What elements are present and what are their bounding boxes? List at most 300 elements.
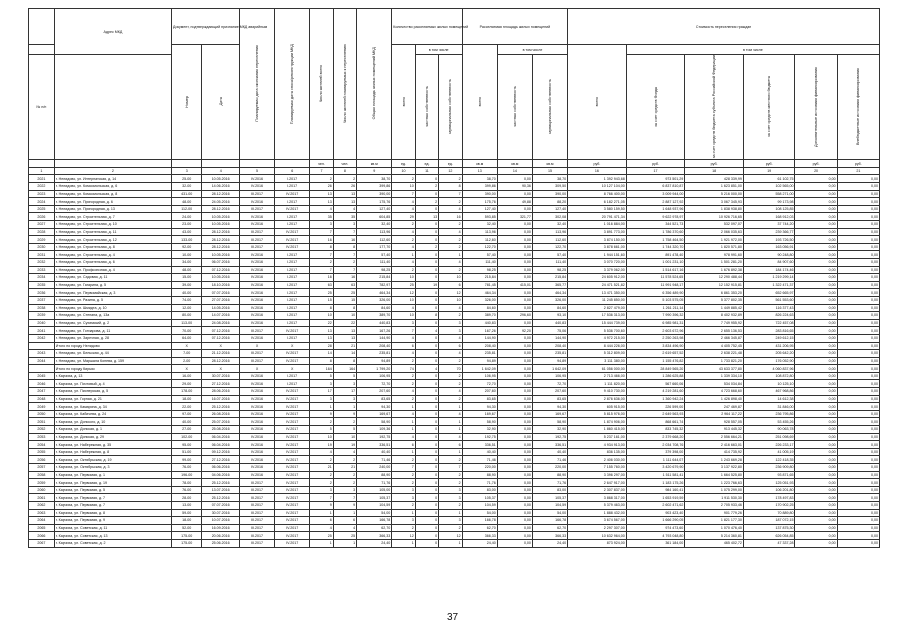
table-cell: IV.2016 [239,448,274,456]
table-cell: 71,76 [357,479,392,487]
table-row [29,213,880,221]
table-cell: 97-00 [171,410,201,418]
table-cell: 4 [333,205,356,213]
table-cell: 4 [310,205,333,213]
table-row [29,365,880,373]
table-cell: 4 [392,433,415,441]
table-cell: 169,67 [532,410,567,418]
table-cell: 226 599,00 [626,403,685,411]
table-cell: 40-00 [171,289,201,297]
table-cell: 2 [333,471,356,479]
table-cell: 19 [415,281,438,289]
header-num-label: № п/п [29,55,55,160]
table-cell: 14.07.2016 [202,312,240,320]
table-cell: 2 [392,479,415,487]
table-cell: 18-00 [171,395,201,403]
table-cell: 116 377,43 [743,304,795,312]
table-cell: 104,59 [532,501,567,509]
header-cost-incl: в том числе [626,45,879,55]
table-cell: 61 102,75 [743,175,795,183]
table-cell: 2060 [29,486,55,494]
table-cell: 0 [415,380,438,388]
table-cell: 12 [392,532,415,540]
table-cell: 10 [333,433,356,441]
column-number: 17 [626,167,685,175]
header-cost-total: всего [568,45,627,160]
table-cell: IV.2017 [275,524,310,532]
table-cell: 2 [415,183,438,191]
table-cell: 3 [310,486,333,494]
table-cell: 2 [310,456,333,464]
table-cell: 1 664 525,80 [685,471,744,479]
table-cell: 94,30 [462,403,497,411]
table-cell: III.2017 [239,228,274,236]
table-cell: 7 [310,266,333,274]
column-number: 2 [54,167,171,175]
header-cost-extra: Дополнительные источники финансирования [795,55,837,160]
table-cell: 2 [392,175,415,183]
table-cell: 6 [392,342,415,350]
table-cell: 2059 [29,479,55,487]
table-cell: г. Карчиха, ул. Первомая, д. 7 [54,494,171,502]
table-cell: I.2017 [275,251,310,259]
table-cell: 48-00 [171,266,201,274]
column-number: 5 [239,167,274,175]
table-cell: 72,70 [532,380,567,388]
column-number: 11 [415,167,438,175]
table-cell: 7 990 396,32 [626,312,685,320]
table-cell: г. Карчиха, ул. Почтовый, д. 4 [54,380,171,388]
table-cell: 2040 [29,319,55,327]
unit-kvm: кв.м [357,160,392,168]
table-cell: 0,00 [795,403,837,411]
unit-rub: руб. [685,160,744,168]
table-cell: 164 [333,365,356,373]
table-cell: 94,89 [532,357,567,365]
table-cell: 2-00 [171,357,201,365]
table-cell: IV.2016 [239,418,274,426]
table-cell: 0 [415,494,438,502]
table-cell: 27.07.2016 [202,296,240,304]
table-cell: 0,00 [795,479,837,487]
table-cell: 390,00 [462,190,497,198]
column-number: 9 [357,167,392,175]
table-cell: 3 [333,395,356,403]
table-row [29,357,880,365]
table-cell: 164 [310,365,333,373]
table-cell: 61 056 000,00 [568,365,627,373]
table-row [29,190,880,198]
table-cell: 0,00 [837,494,879,502]
table-row [29,205,880,213]
table-cell: 0,00 [795,266,837,274]
table-cell: 04.06.2016 [202,471,240,479]
table-cell: 10.05.2016 [202,274,240,282]
table-cell: 0,00 [795,517,837,525]
table-cell: 2044 [29,357,55,365]
table-cell: 0 [415,532,438,540]
table-cell: 2027 [29,221,55,229]
table-cell: 113,96 [462,228,497,236]
table-cell: 53 455,26 [743,418,795,426]
table-cell: 193 726,50 [743,236,795,244]
table-row [29,319,880,327]
table-cell: 0,00 [837,198,879,206]
table-cell [29,365,55,373]
table-cell: IV.2016 [239,198,274,206]
table-cell: 2064 [29,517,55,525]
table-cell: 84 907,60 [743,258,795,266]
table-cell: 3 [392,517,415,525]
table-cell: 0,00 [837,228,879,236]
table-row [29,448,880,456]
table-cell: 58,90 [357,418,392,426]
header-cost-budget-mest: за счет средств местного бюджета [743,55,795,160]
table-cell: IV.2016 [239,433,274,441]
table-cell: 90 063,78 [743,426,795,434]
table-cell: 4 [392,228,415,236]
table-cell: г. Нелидово, ул. Строительная, д. 12 [54,236,171,244]
table-cell: г. Карчиха, ул. Советская, д. 2 [54,539,171,547]
table-cell: 90 248,80 [743,251,795,259]
table-cell: 379 398,00 [626,448,685,456]
table-cell: 1 676 892,38 [685,266,744,274]
table-cell: 0,00 [837,441,879,449]
table-cell: 57,40 [357,251,392,259]
table-cell: 2 [439,312,462,320]
table-cell: 1 642,09 [462,365,497,373]
table-cell: 13 [415,213,438,221]
table-cell: 10 [392,183,415,191]
table-cell: 0 [415,501,438,509]
table-cell: 0 [415,357,438,365]
table-cell: 167,26 [462,327,497,335]
table-cell: 30.07.2016 [202,372,240,380]
table-cell: III.2017 [239,357,274,365]
table-cell: 2 [439,175,462,183]
table-cell: г. Нелидово, ул. Строительная, д. 6 [54,258,171,266]
table-cell: 5 815 976,00 [568,410,627,418]
table-cell: 13-00 [171,501,201,509]
table-cell: 10 [392,312,415,320]
table-cell: 1 339 334,10 [685,372,744,380]
table-cell: 4 [392,410,415,418]
table-cell: 2025 [29,205,55,213]
table-row [29,456,880,464]
table-row [29,304,880,312]
table-cell: 1 [439,403,462,411]
table-cell: 0,00 [497,471,532,479]
table-cell: 122,70 [462,243,497,251]
table-cell: 4 723 668,60 [685,388,744,396]
table-cell: 0 [415,509,438,517]
table-cell: 1 [392,509,415,517]
table-cell: 63 [310,281,333,289]
table-cell: 4 060 837,96 [743,365,795,373]
table-cell: 1 514 617,16 [626,266,685,274]
table-cell: 2 297 307,00 [568,524,627,532]
table-cell: г. Нелидово, ул. Пригородная, д. 13 [54,205,171,213]
table-cell: IV.2017 [275,418,310,426]
column-number-row [29,167,880,175]
table-cell: 8 [310,304,333,312]
table-cell: 15-00 [171,274,201,282]
table-cell: 93,10 [532,312,567,320]
table-cell: 2029 [29,236,55,244]
table-cell: 0,00 [837,221,879,229]
table-cell: 28.12.2016 [202,190,240,198]
table-cell: 0 [415,426,438,434]
table-cell: IV.2017 [275,456,310,464]
table-cell: 4 [333,524,356,532]
table-cell: 177,70 [357,243,392,251]
table-cell: 6 182 271,05 [568,198,627,206]
table-cell: IV.2017 [275,479,310,487]
table-cell: 24 605 912,00 [568,274,627,282]
column-number: 1 [29,167,55,175]
table-cell: 0,00 [795,221,837,229]
table-cell: 336,51 [462,441,497,449]
table-row [29,433,880,441]
table-cell: 4 [439,205,462,213]
table-cell: 0 [415,236,438,244]
table-cell: 7 [333,251,356,259]
unit-cell [239,160,274,168]
table-cell: г. Нелидово, ул. Интернатская, д. 14 [54,175,171,183]
table-row [29,228,880,236]
table-cell: г. Карчиха, ул. Донского, д. 10 [54,418,171,426]
table-cell: 2 [439,357,462,365]
table-cell: 2 [415,198,438,206]
table-cell: 14 [310,350,333,358]
table-cell: 10 [310,433,333,441]
table-cell: г. Нелидово, ул. Строительная, д. 10 [54,221,171,229]
table-cell: 2 [392,266,415,274]
table-cell: 0 [415,319,438,327]
table-cell: 99 173,98 [743,198,795,206]
table-cell: X [202,365,240,373]
table-cell: г. Нелидово, ул. Строительная, д. 7 [54,213,171,221]
table-cell: 17 [333,388,356,396]
table-cell: 0,00 [795,410,837,418]
table-cell: 1 219 299,14 [743,274,795,282]
table-cell: 71,76 [462,479,497,487]
table-cell: 25.12.2016 [202,494,240,502]
table-cell: 3 674 567,00 [568,517,627,525]
table-cell: 1 [439,418,462,426]
table-cell: III.2017 [239,501,274,509]
table-cell: 24,40 [357,539,392,547]
table-cell: 106,95 [532,372,567,380]
table-cell: 1 911 530,30 [685,494,744,502]
table-cell: III.2017 [239,205,274,213]
unit-kvm: кв.м [532,160,567,168]
table-cell: 0,00 [497,464,532,472]
table-cell: 24 471 521,82 [568,281,627,289]
table-cell: 70 889,80 [743,509,795,517]
table-cell: 3 [310,380,333,388]
table-cell: 0,00 [497,456,532,464]
table-cell: 1 [310,539,333,547]
table-cell: 2043 [29,350,55,358]
table-cell: 1 874 906,00 [568,418,627,426]
table-cell: 52-00 [171,524,201,532]
table-cell: 1 648 937,96 [626,205,685,213]
table-cell: 102-00 [171,433,201,441]
table-cell: 1 [439,448,462,456]
table-cell: 13 [310,334,333,342]
table-cell: IV.2016 [239,221,274,229]
table-cell: 0,00 [497,532,532,540]
table-cell: 0,00 [497,190,532,198]
table-cell: 440,83 [357,319,392,327]
column-number: 21 [837,167,879,175]
table-cell: 2 [392,501,415,509]
table-cell: 13 [333,190,356,198]
table-cell: 6 356 489,90 [626,289,685,297]
table-cell: IV.2017 [275,426,310,434]
table-cell: 652 665,97 [743,289,795,297]
table-cell: 0 [415,395,438,403]
table-cell: 0,00 [497,388,532,396]
table-cell: 2037 [29,296,55,304]
table-cell: 2 [439,395,462,403]
table-cell: 326,00 [357,296,392,304]
header-area-total2: всего [462,45,497,160]
table-cell: 3 379 062,00 [568,266,627,274]
table-cell: 2067 [29,539,55,547]
table-cell: III.2017 [239,327,274,335]
table-cell: 1 075 299,00 [685,486,744,494]
table-cell: 235,81 [532,350,567,358]
table-cell: 35 [310,213,333,221]
table-cell: 2 [310,258,333,266]
table-cell: 144,90 [532,334,567,342]
table-cell: 178 497,83 [743,494,795,502]
table-cell: 28-00 [171,494,201,502]
table-cell: IV.2016 [239,464,274,472]
table-cell: 06.04.2016 [202,441,240,449]
table-cell: 32,90 [532,426,567,434]
table-cell: 321,77 [497,213,532,221]
table-cell: 2 713 466,00 [568,372,627,380]
table-cell: 8 [439,183,462,191]
table-cell: 8 [310,357,333,365]
table-cell: 0,00 [837,479,879,487]
table-cell: 0,00 [497,236,532,244]
table-cell: 2 [392,221,415,229]
table-cell: 88,20 [532,198,567,206]
table-cell: 25 [310,289,333,297]
table-cell: 25 [310,532,333,540]
table-cell: 16-00 [171,372,201,380]
header-area-total: Общая площадь жилых помещений МКД [357,9,392,160]
column-number: 3 [171,167,201,175]
table-cell: 4 [439,304,462,312]
table-cell: 0,00 [497,175,532,183]
table-cell: 722 457,08 [743,319,795,327]
table-cell: 3 868 317,00 [568,494,627,502]
unit-chel: чел. [333,160,356,168]
table-cell: 112,60 [462,236,497,244]
table-cell: 626 054,85 [743,532,795,540]
table-cell: 6 [439,441,462,449]
table-cell: 0,00 [795,418,837,426]
table-cell: 28 [310,342,333,350]
table-cell: 104,59 [462,501,497,509]
table-cell: 63 [333,281,356,289]
unit-cell [171,160,201,168]
table-cell: 365,77 [532,281,567,289]
table-cell: 2046 [29,380,55,388]
table-cell: 2066 [29,532,55,540]
table-cell: 1 392 943,68 [568,175,627,183]
table-row [29,509,880,517]
table-cell: 43 633 377,80 [685,365,744,373]
table-cell: 07.12.2016 [202,266,240,274]
table-cell: 467 968,86 [743,388,795,396]
table-cell: 1 [439,251,462,259]
table-cell: 440,83 [462,319,497,327]
table-cell: 166,78 [462,517,497,525]
table-cell: 3 [392,319,415,327]
table-cell: 4 934 913,00 [568,441,627,449]
table-cell: г. Нелидово, ул. Комсомольская, д. 6 [54,183,171,191]
table-cell: 2048 [29,395,55,403]
unit-rub: руб. [837,160,879,168]
table-cell: 0 [415,258,438,266]
table-cell: 9 622 978,97 [626,213,685,221]
table-cell: 127,40 [532,205,567,213]
table-cell: IV.2016 [239,334,274,342]
table-cell: 3 891 773,00 [568,228,627,236]
table-cell: 2039 [29,312,55,320]
table-cell: I.2017 [275,274,310,282]
table-cell: 0,00 [837,350,879,358]
table-cell: IV.2016 [239,388,274,396]
table-cell: 10.05.2016 [202,175,240,183]
table-cell: 72,70 [357,380,392,388]
table-cell: 236 909,80 [743,464,795,472]
table-cell: 0,00 [795,494,837,502]
table-cell: 1 [392,448,415,456]
table-cell: г. Карчиха, ул. Советская, д. 13 [54,532,171,540]
table-cell: 0,00 [497,350,532,358]
table-cell: 0,00 [837,258,879,266]
table-cell: 0,00 [497,433,532,441]
table-cell: 431-00 [171,190,201,198]
table-cell: I.2017 [275,319,310,327]
table-cell: 112,60 [357,236,392,244]
table-cell: 361 184,00 [626,539,685,547]
table-cell: г. Нелидово, ул. Профсоюзная, д. 4 [54,266,171,274]
table-cell: 978 991,60 [685,251,744,259]
header-planned-residents: Число жителей планируемых к переселению [333,9,356,160]
table-cell: 113,96 [532,228,567,236]
table-cell: 3 [439,486,462,494]
table-cell: 0,00 [795,236,837,244]
table-cell: IV.2016 [239,296,274,304]
table-cell: 12 [439,532,462,540]
table-cell: 11 245 850,00 [568,296,627,304]
table-cell: 58,90 [532,418,567,426]
table-cell: 34-00 [171,258,201,266]
table-cell: 0,00 [795,228,837,236]
table-cell: 3 067 345,93 [685,198,744,206]
table-cell: IV.2016 [239,312,274,320]
table-cell: 14.05.2016 [202,304,240,312]
table-cell: 09.12.2016 [202,448,240,456]
